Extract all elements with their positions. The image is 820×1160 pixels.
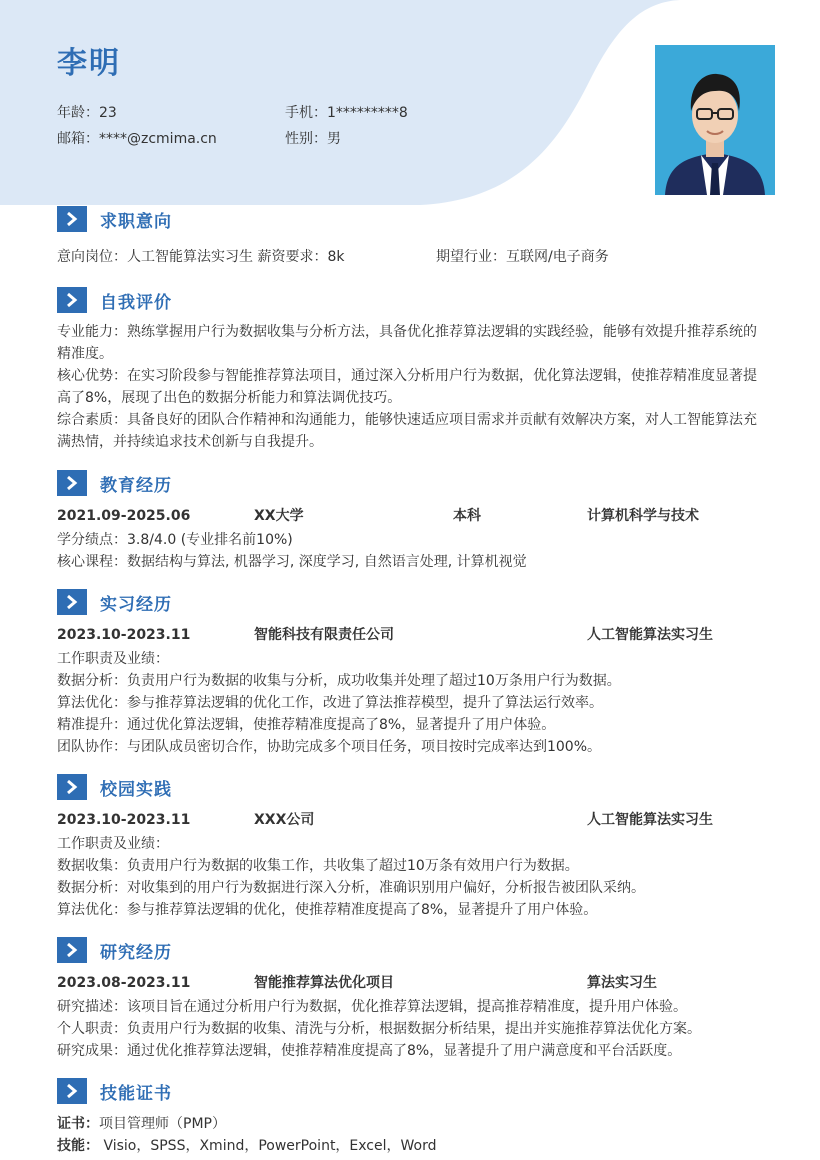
- skills-list: [57, 1136, 437, 1156]
- education-gpa: 学分绩点：3.8/4.0 (专业排名前10%): [57, 532, 293, 548]
- campus-line: 数据分析：对收集到的用户行为数据进行深入分析，准确识别用户偏好，分析报告被团队采纳。: [57, 880, 645, 896]
- chevron-right-icon: [57, 287, 87, 313]
- section-title: 实习经历: [100, 594, 172, 615]
- education-courses: 核心课程：数据结构与算法, 机器学习, 深度学习, 自然语言处理, 计算机视觉: [57, 554, 527, 570]
- chevron-right-icon: [57, 937, 87, 963]
- education-school: XX大学: [254, 508, 304, 524]
- portrait-photo: [655, 45, 775, 195]
- age-info: 年龄：23: [57, 105, 117, 121]
- research-line: 研究成果：通过优化推荐算法逻辑，使推荐精准度提高了8%，显著提升了用户满意度和平台活跃度。: [57, 1043, 682, 1059]
- cert-label: 证书：: [57, 1116, 99, 1132]
- intent-industry: 期望行业：互联网/电子商务: [436, 249, 609, 265]
- education-degree: 本科: [453, 508, 481, 524]
- campus-company: XXX公司: [254, 812, 315, 828]
- section-header-research: [57, 937, 172, 963]
- internship-period: 2023.10-2023.11: [57, 627, 191, 643]
- section-header-skills: [57, 1078, 172, 1104]
- campus-role: 人工智能算法实习生: [587, 812, 713, 828]
- section-title: 求职意向: [100, 211, 172, 232]
- skill-value: Visio，SPSS，Xmind，PowerPoint，Excel，Word: [99, 1138, 437, 1154]
- section-title: 研究经历: [100, 942, 172, 963]
- section-title: 校园实践: [100, 779, 172, 800]
- section-header-self-eval: [57, 287, 172, 313]
- internship-role: 人工智能算法实习生: [587, 627, 713, 643]
- research-line: 个人职责：负责用户行为数据的收集、清洗与分析，根据数据分析结果，提出并实施推荐算法优化方案。: [57, 1021, 701, 1037]
- section-header-education: [57, 470, 172, 496]
- phone-info: 手机：1*********8: [285, 105, 408, 121]
- section-header-intent: [57, 206, 172, 232]
- chevron-right-icon: [57, 774, 87, 800]
- internship-line: 团队协作：与团队成员密切合作，协助完成多个项目任务，项目按时完成率达到100%。: [57, 739, 602, 755]
- email-info: 邮箱：****@zcmima.cn: [57, 131, 217, 147]
- self-eval-quality: 综合素质：具备良好的团队合作精神和沟通能力，能够快速适应项目需求并贡献有效解决方案，对人工智能算法充满热情，并持续追求技术创新与自我提升。: [57, 412, 757, 450]
- education-major: 计算机科学与技术: [587, 508, 699, 524]
- intent-position-salary: 意向岗位：人工智能算法实习生 薪资要求：8k: [57, 249, 345, 265]
- internship-line: 精准提升：通过优化算法逻辑，使推荐精准度提高了8%，显著提升了用户体验。: [57, 717, 556, 733]
- skills-cert: [57, 1114, 226, 1134]
- cert-value: 项目管理师（PMP）: [99, 1116, 226, 1132]
- gender-info: 性别：男: [285, 131, 341, 147]
- section-title: 自我评价: [100, 292, 172, 313]
- campus-line: 算法优化：参与推荐算法逻辑的优化，使推荐精准度提高了8%，显著提升了用户体验。: [57, 902, 598, 918]
- internship-line: 工作职责及业绩：: [57, 651, 169, 667]
- education-period: 2021.09-2025.06: [57, 508, 191, 524]
- section-title: 技能证书: [100, 1083, 172, 1104]
- campus-line: 数据收集：负责用户行为数据的收集工作，共收集了超过10万条有效用户行为数据。: [57, 858, 579, 874]
- self-eval-strength: 核心优势：在实习阶段参与智能推荐算法项目，通过深入分析用户行为数据，优化算法逻辑，使推荐精准度显著提高了8%，展现了出色的数据分析能力和算法调优技巧。: [57, 368, 757, 406]
- section-header-campus: [57, 774, 172, 800]
- section-header-internship: [57, 589, 172, 615]
- research-role: 算法实习生: [587, 975, 657, 991]
- skill-label: 技能：: [57, 1138, 99, 1154]
- candidate-name: 李明: [57, 46, 121, 81]
- self-eval-professional: 专业能力：熟练掌握用户行为数据收集与分析方法，具备优化推荐算法逻辑的实践经验，能够有效提升推荐系统的精准度。: [57, 324, 757, 362]
- chevron-right-icon: [57, 470, 87, 496]
- campus-line: 工作职责及业绩：: [57, 836, 169, 852]
- internship-line: 算法优化：参与推荐算法逻辑的优化工作，改进了算法推荐模型，提升了算法运行效率。: [57, 695, 603, 711]
- chevron-right-icon: [57, 589, 87, 615]
- internship-line: 数据分析：负责用户行为数据的收集与分析，成功收集并处理了超过10万条用户行为数据。: [57, 673, 621, 689]
- chevron-right-icon: [57, 206, 87, 232]
- internship-company: 智能科技有限责任公司: [254, 627, 394, 643]
- section-title: 教育经历: [100, 475, 172, 496]
- research-line: 研究描述：该项目旨在通过分析用户行为数据，优化推荐算法逻辑，提高推荐精准度，提升用户体验。: [57, 999, 687, 1015]
- chevron-right-icon: [57, 1078, 87, 1104]
- research-period: 2023.08-2023.11: [57, 975, 191, 991]
- campus-period: 2023.10-2023.11: [57, 812, 191, 828]
- research-project: 智能推荐算法优化项目: [254, 975, 394, 991]
